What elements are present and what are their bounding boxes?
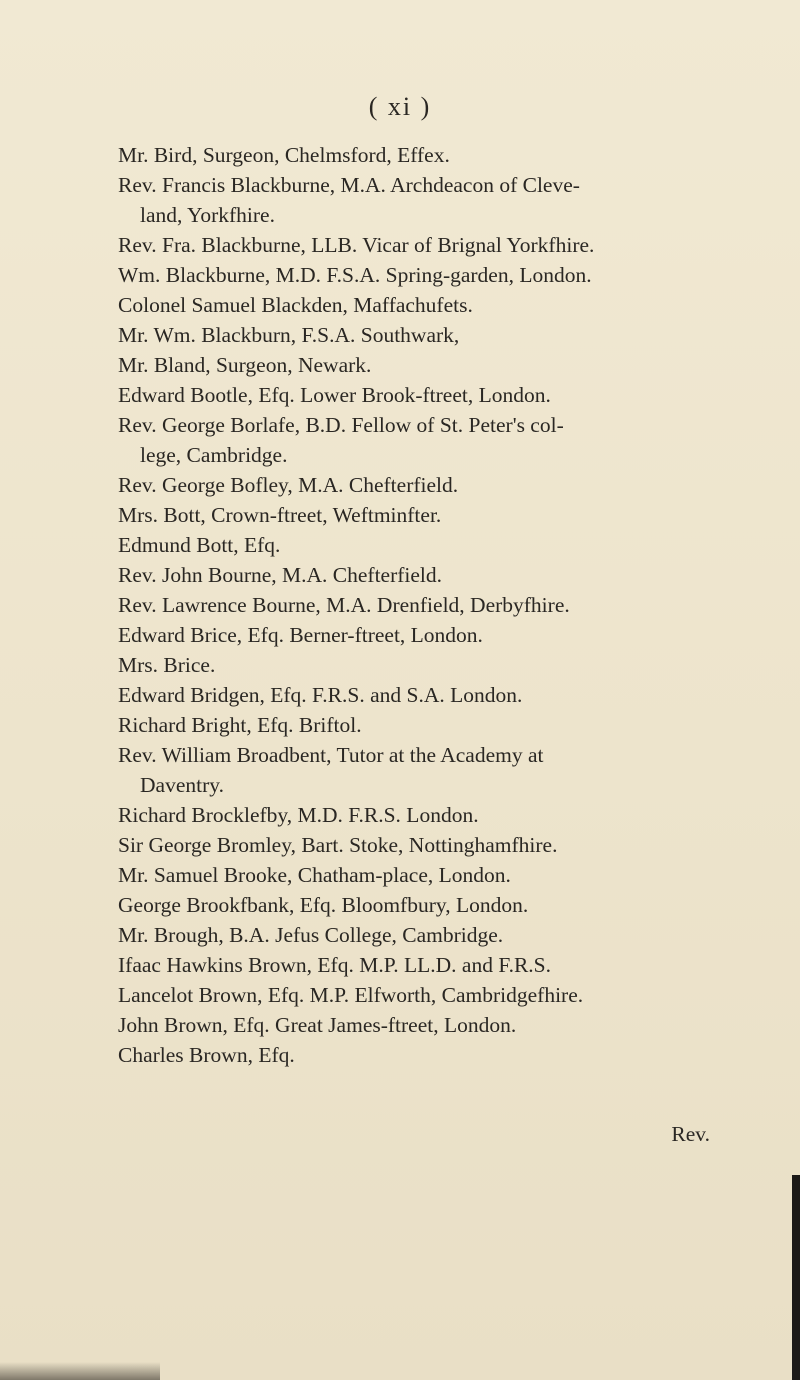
subscriber-entry: [118, 140, 758, 170]
subscriber-entry: [118, 350, 758, 380]
subscriber-entry: [118, 650, 758, 680]
subscriber-entry: [118, 230, 758, 260]
subscriber-list: [118, 140, 758, 1070]
subscriber-entry: [118, 740, 758, 800]
subscriber-entry: [118, 170, 758, 230]
entry-line: Sir George Bromley, Bart. Stoke, Nottinghamfhire.: [118, 833, 558, 857]
subscriber-entry: [118, 470, 758, 500]
subscriber-entry: [118, 260, 758, 290]
subscriber-entry: [118, 620, 758, 650]
subscriber-entry: [118, 530, 758, 560]
entry-line: George Brookfbank, Efq. Bloomfbury, London.: [118, 893, 529, 917]
subscriber-entry: [118, 860, 758, 890]
entry-line: John Brown, Efq. Great James-ftreet, London.: [118, 1013, 517, 1037]
entry-line: Colonel Samuel Blackden, Maffachufets.: [118, 293, 473, 317]
entry-line: Rev. Lawrence Bourne, M.A. Drenfield, Derbyfhire.: [118, 593, 570, 617]
entry-line: Mr. Samuel Brooke, Chatham-place, London.: [118, 863, 511, 887]
entry-line: Rev. George Bofley, M.A. Chefterfield.: [118, 473, 459, 497]
page-edge-shadow: [792, 1175, 800, 1380]
entry-line: Richard Bright, Efq. Briftol.: [118, 713, 362, 737]
subscriber-entry: [118, 800, 758, 830]
entry-line: Edward Brice, Efq. Berner-ftreet, London.: [118, 623, 483, 647]
subscriber-entry: [118, 1010, 758, 1040]
entry-line: Rev. George Borlafe, B.D. Fellow of St. Peter's col-: [118, 413, 564, 437]
subscriber-entry: [118, 290, 758, 320]
entry-line: Mr. Wm. Blackburn, F.S.A. Southwark,: [118, 323, 460, 347]
subscriber-entry: [118, 590, 758, 620]
entry-line: Edward Bootle, Efq. Lower Brook-ftreet, London.: [118, 383, 551, 407]
subscriber-entry: [118, 890, 758, 920]
subscriber-entry: [118, 950, 758, 980]
subscriber-entry: [118, 380, 758, 410]
entry-line: Mr. Bland, Surgeon, Newark.: [118, 353, 372, 377]
entry-line: Ifaac Hawkins Brown, Efq. M.P. LL.D. and F.R.S.: [118, 953, 552, 977]
entry-line: Mr. Bird, Surgeon, Chelmsford, Effex.: [118, 143, 450, 167]
entry-line: Charles Brown, Efq.: [118, 1043, 295, 1067]
entry-line: Richard Brocklefby, M.D. F.R.S. London.: [118, 803, 479, 827]
entry-line: Edward Bridgen, Efq. F.R.S. and S.A. London.: [118, 683, 523, 707]
subscriber-entry: [118, 980, 758, 1010]
entry-line: Rev. Francis Blackburne, M.A. Archdeacon of Cleve-: [118, 173, 580, 197]
page-bottom-shadow: [0, 1362, 160, 1380]
entry-line: Rev. William Broadbent, Tutor at the Academy at: [118, 743, 544, 767]
entry-line: Edmund Bott, Efq.: [118, 533, 281, 557]
entry-line: Rev. John Bourne, M.A. Chefterfield.: [118, 563, 443, 587]
entry-line: Mrs. Brice.: [118, 653, 216, 677]
subscriber-entry: [118, 560, 758, 590]
subscriber-entry: [118, 680, 758, 710]
subscriber-entry: [118, 920, 758, 950]
entry-continuation-line: Daventry.: [140, 773, 224, 797]
subscriber-entry: [118, 830, 758, 860]
entry-line: Mrs. Bott, Crown-ftreet, Weftminfter.: [118, 503, 442, 527]
entry-continuation-line: land, Yorkfhire.: [140, 203, 275, 227]
entry-line: Lancelot Brown, Efq. M.P. Elfworth, Cambridgefhire.: [118, 983, 584, 1007]
entry-line: Mr. Brough, B.A. Jefus College, Cambridge.: [118, 923, 504, 947]
catchword: Rev.: [671, 1122, 710, 1146]
subscriber-entry: [118, 1040, 758, 1070]
subscriber-entry: [118, 410, 758, 470]
entry-continuation-line: lege, Cambridge.: [140, 443, 288, 467]
page-number: ( xi ): [368, 92, 432, 121]
entry-line: Rev. Fra. Blackburne, LLB. Vicar of Brignal Yorkfhire.: [118, 233, 595, 257]
subscriber-entry: [118, 710, 758, 740]
subscriber-entry: [118, 500, 758, 530]
entry-line: Wm. Blackburne, M.D. F.S.A. Spring-garden, London.: [118, 263, 592, 287]
subscriber-entry: [118, 320, 758, 350]
